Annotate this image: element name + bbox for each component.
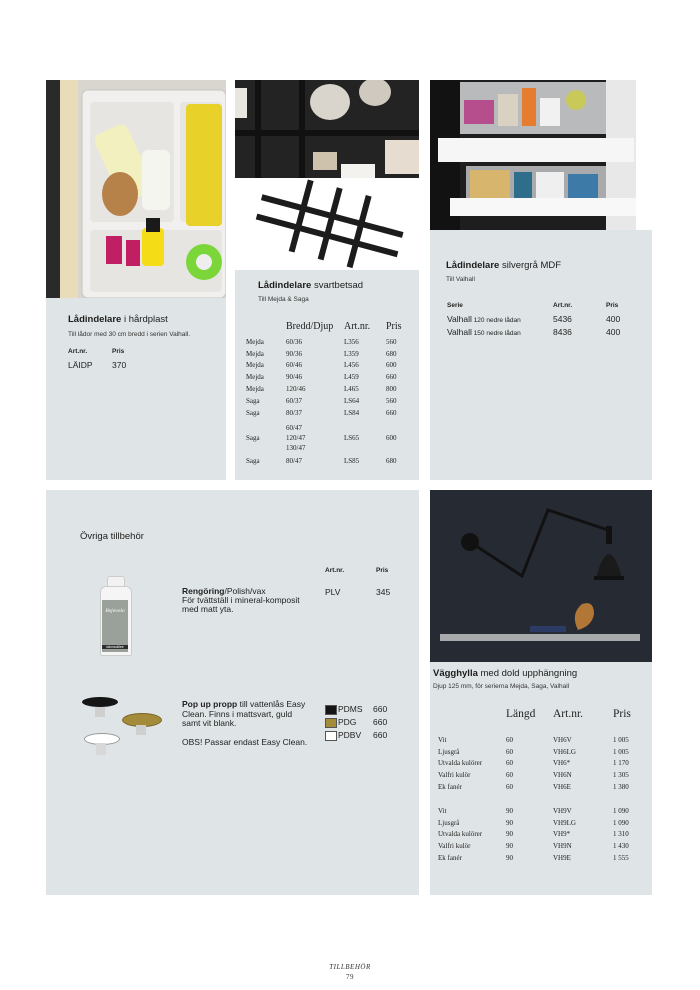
mdf-drawer-illustration bbox=[430, 80, 636, 230]
photo-black-divider-in-drawer bbox=[235, 80, 419, 178]
table-row: Ek fanér 90 VH9E 1 555 bbox=[438, 854, 629, 863]
table-row: Mejda 90/46 L459 660 bbox=[246, 373, 397, 382]
shelf-subtitle: Djup 125 mm, för serierna Mejda, Saga, Valhall bbox=[433, 683, 570, 690]
other-price-header: Pris bbox=[376, 567, 389, 574]
mdf-row-2-art: 8436 bbox=[553, 327, 572, 337]
mdf-row-2-series: Valhall 150 nedre lådan bbox=[447, 327, 521, 337]
mdf-row-1-price: 400 bbox=[606, 314, 621, 324]
swatch-white bbox=[325, 731, 337, 741]
mdf-title: Lådindelare silvergrå MDF bbox=[446, 260, 562, 271]
table-header-row bbox=[438, 708, 638, 734]
mdf-series-header: Serie bbox=[447, 302, 463, 309]
col-header-size: Bredd/Djup bbox=[286, 320, 334, 332]
table-row: Vit 90 VH9V 1 090 bbox=[438, 806, 629, 815]
mdf-row-1-series: Valhall 120 nedre lådan bbox=[447, 314, 521, 324]
table-row-multi: Saga 60/47 120/47 130/47 LS65 600 bbox=[246, 423, 397, 452]
bottle-label-name: Bejevolo bbox=[105, 608, 125, 614]
table-row: Ljusgrå 60 VH6LG 1 005 bbox=[438, 747, 629, 756]
table-row: Vit 60 VH6V 1 005 bbox=[438, 735, 629, 744]
bottle-label-brand: sännsolliee bbox=[102, 645, 128, 649]
popup-gold-price: 660 bbox=[373, 717, 388, 727]
black-stained-title: Lådindelare svartbetsad bbox=[258, 280, 364, 291]
mdf-row-2-price: 400 bbox=[606, 327, 621, 337]
table-row: Utvalda kulörer 90 VH9* 1 310 bbox=[438, 830, 629, 839]
shelf-title: Vägghylla med dold upphängning bbox=[433, 668, 578, 679]
cleaning-art: PLV bbox=[325, 587, 341, 597]
table-spacer bbox=[438, 793, 638, 805]
cleaning-bottle bbox=[100, 576, 130, 656]
table-row: Mejda 120/46 L465 800 bbox=[246, 385, 397, 394]
mdf-subtitle: Till Valhall bbox=[446, 276, 475, 283]
table-row: Mejda 60/46 L456 600 bbox=[246, 361, 397, 370]
popup-white-art: PDBV bbox=[338, 730, 362, 740]
black-stained-subtitle: Till Mejda & Saga bbox=[258, 296, 309, 303]
table-row: Mejda 60/36 L356 560 bbox=[246, 337, 397, 346]
photo-mdf-divider bbox=[430, 80, 636, 230]
hard-plastic-subtitle: Till lådor med 30 cm bredd i serien Valhall. bbox=[68, 331, 191, 338]
other-art-header: Art.nr. bbox=[325, 567, 345, 574]
popup-plug-white bbox=[84, 733, 118, 759]
popup-black-art: PDMS bbox=[338, 704, 363, 714]
table-row: Valfri kulör 90 VH9N 1 430 bbox=[438, 842, 629, 851]
grid-divider-illustration bbox=[235, 178, 419, 270]
table-header-row bbox=[246, 316, 406, 336]
hard-plastic-price-header: Pris bbox=[112, 348, 125, 355]
photo-wall-shelf bbox=[430, 490, 652, 662]
table-row: Mejda 90/36 L359 680 bbox=[246, 349, 397, 358]
bottle-label bbox=[102, 600, 128, 652]
hard-plastic-art: LÄIDP bbox=[68, 360, 93, 370]
popup-plug-gold bbox=[122, 713, 160, 735]
col-header-price: Pris bbox=[613, 708, 631, 720]
popup-plug-black bbox=[82, 697, 118, 719]
table-row: Utvalda kulörer 60 VH6* 1 170 bbox=[438, 759, 629, 768]
hard-plastic-price: 370 bbox=[112, 360, 127, 370]
footer-page-number: 79 bbox=[346, 973, 354, 981]
cleaning-text: Rengöring/Polish/vax För tvättställ i mineral-komposit med matt yta. bbox=[182, 586, 300, 614]
popup-text: Pop up propp till vattenlås Easy Clean. Finns i mattsvart, guld samt vit blank. OBS! Passar endast Easy Clean. bbox=[182, 699, 308, 747]
wall-shelf-lamp-illustration bbox=[430, 490, 652, 662]
col-header-length: Längd bbox=[506, 708, 536, 720]
drawer-contents-illustration bbox=[235, 80, 419, 178]
popup-gold-art: PDG bbox=[338, 717, 357, 727]
table-row: Saga 80/47 LS85 680 bbox=[246, 456, 397, 465]
hard-plastic-organiser-illustration bbox=[46, 80, 226, 298]
table-row: Ljusgrå 90 VH9LG 1 090 bbox=[438, 818, 629, 827]
photo-black-divider bbox=[235, 178, 419, 270]
other-heading: Övriga tillbehör bbox=[80, 531, 144, 542]
col-header-art: Art.nr. bbox=[553, 708, 584, 720]
panel-other-accessories bbox=[46, 490, 419, 895]
swatch-gold bbox=[325, 718, 337, 728]
black-stained-price-table bbox=[246, 316, 406, 469]
table-row: Saga 60/37 LS64 560 bbox=[246, 396, 397, 405]
hard-plastic-art-header: Art.nr. bbox=[68, 348, 88, 355]
popup-white-price: 660 bbox=[373, 730, 388, 740]
col-header-price: Pris bbox=[386, 320, 402, 332]
popup-black-price: 660 bbox=[373, 704, 388, 714]
cleaning-price: 345 bbox=[376, 587, 391, 597]
table-row: Ek fanér 60 VH6E 1 380 bbox=[438, 783, 629, 792]
mdf-price-header: Pris bbox=[606, 302, 619, 309]
mdf-row-1-art: 5436 bbox=[553, 314, 572, 324]
footer-section: TILLBEHÖR bbox=[329, 963, 371, 971]
col-header-art: Art.nr. bbox=[344, 320, 371, 332]
swatch-black bbox=[325, 705, 337, 715]
photo-hard-plastic-organiser bbox=[46, 80, 226, 298]
table-row: Saga 80/37 LS84 660 bbox=[246, 408, 397, 417]
table-row: Valfri kulör 60 VH6N 1 305 bbox=[438, 771, 629, 780]
shelf-price-table bbox=[438, 708, 638, 864]
hard-plastic-title: Lådindelare i hårdplast bbox=[68, 314, 168, 325]
mdf-art-header: Art.nr. bbox=[553, 302, 573, 309]
